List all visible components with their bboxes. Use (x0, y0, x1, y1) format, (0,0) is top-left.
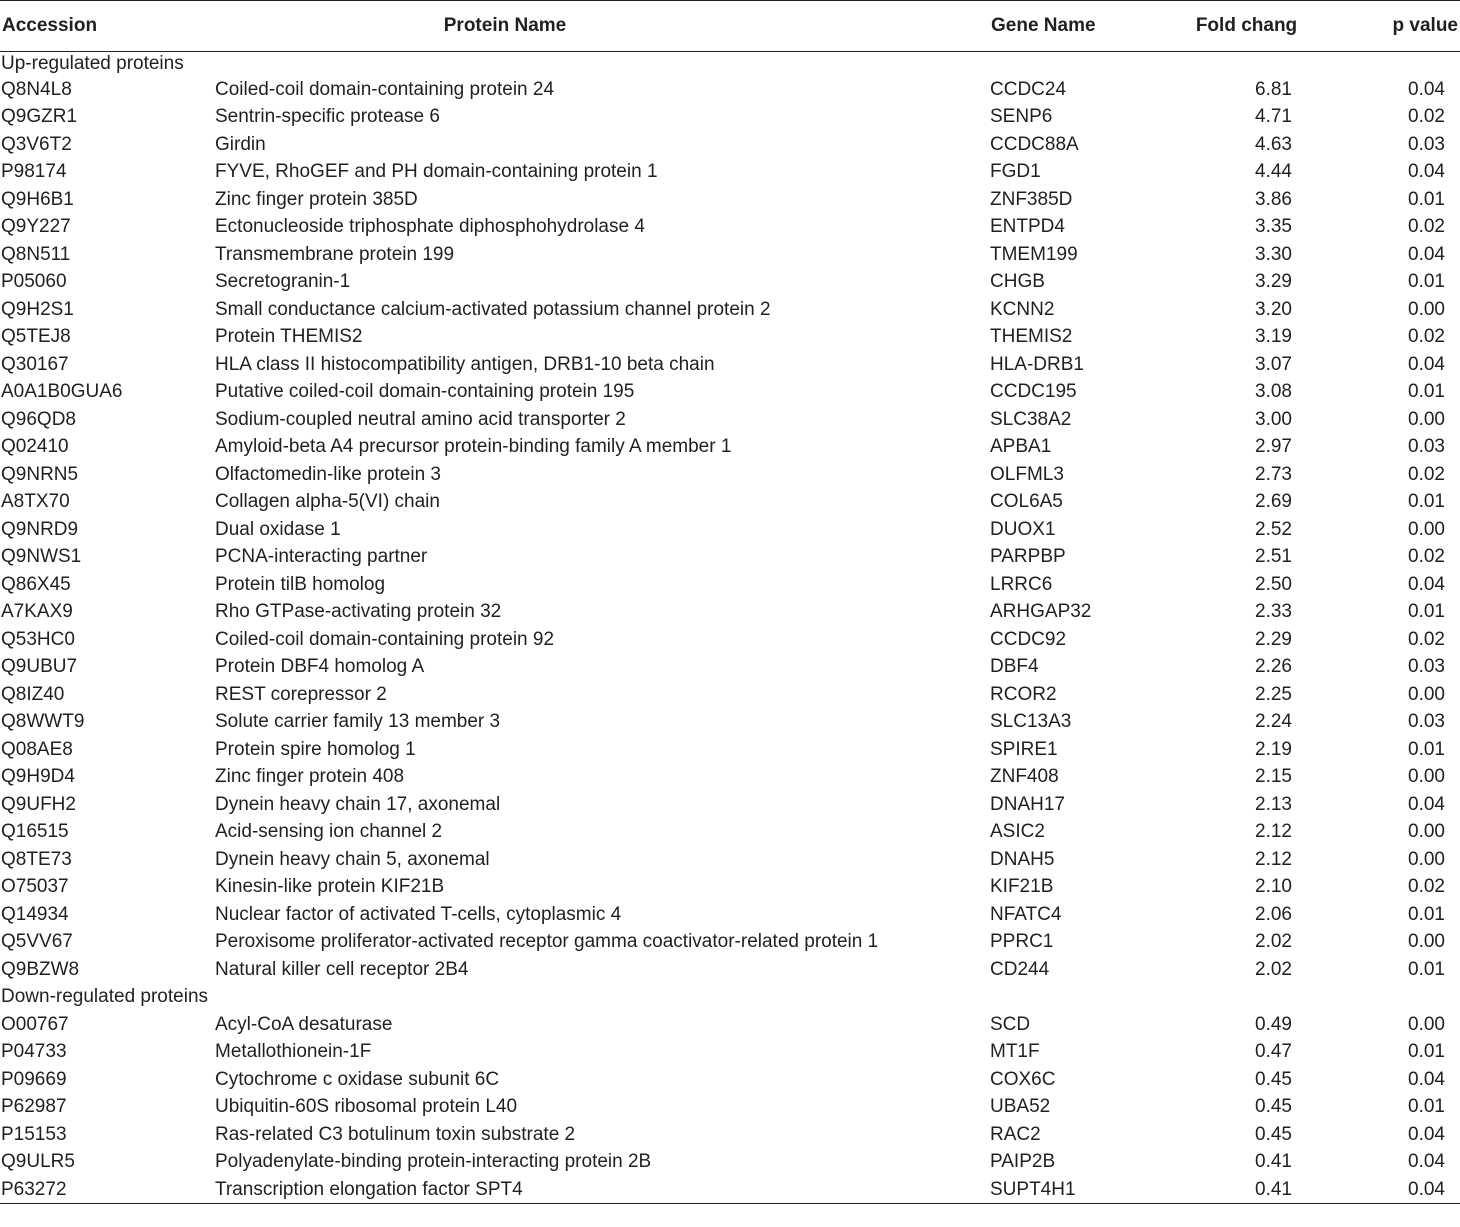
table-row (0, 681, 1460, 709)
protein-name-cell: HLA class II histocompatibility antigen, DRB1-10 beta chain (215, 353, 715, 375)
protein-name-cell: REST corepressor 2 (215, 683, 387, 705)
protein-name-cell: Amyloid-beta A4 precursor protein-binding family A member 1 (215, 436, 732, 458)
fold-change-cell: 2.10 (1255, 876, 1292, 898)
gene-name-cell: THEMIS2 (990, 326, 1073, 348)
gene-name-cell: SUPT4H1 (990, 1178, 1076, 1200)
gene-name-cell: DNAH5 (990, 848, 1055, 870)
accession-cell: Q16515 (1, 821, 69, 843)
table-row (0, 268, 1460, 296)
table-row (0, 873, 1460, 901)
table-row (0, 791, 1460, 819)
fold-change-cell: 2.52 (1255, 518, 1292, 540)
accession-cell: A7KAX9 (1, 601, 73, 623)
fold-change-cell: 3.20 (1255, 298, 1292, 320)
accession-cell: Q5TEJ8 (1, 326, 71, 348)
protein-name-cell: Olfactomedin-like protein 3 (215, 463, 441, 485)
p-value-cell: 0.04 (1408, 793, 1445, 815)
table-row (0, 901, 1460, 929)
gene-name-cell: SENP6 (990, 106, 1053, 128)
p-value-cell: 0.02 (1408, 546, 1445, 568)
p-value-cell: 0.04 (1408, 161, 1445, 183)
table-row (0, 1066, 1460, 1094)
protein-name-cell: Cytochrome c oxidase subunit 6C (215, 1068, 500, 1090)
protein-name-cell: Kinesin-like protein KIF21B (215, 876, 445, 898)
accession-cell: Q08AE8 (1, 738, 73, 760)
fold-change-cell: 2.06 (1255, 903, 1292, 925)
gene-name-cell: CCDC92 (990, 628, 1067, 650)
accession-cell: Q02410 (1, 436, 69, 458)
p-value-cell: 0.01 (1408, 1041, 1445, 1063)
table-row (0, 186, 1460, 214)
fold-change-cell: 4.71 (1255, 106, 1292, 128)
p-value-cell: 0.00 (1408, 848, 1445, 870)
table-row (0, 241, 1460, 269)
gene-name-cell: SPIRE1 (990, 738, 1058, 760)
gene-name-cell: SCD (990, 1013, 1031, 1035)
p-value-cell: 0.00 (1408, 931, 1445, 953)
p-value-cell: 0.04 (1408, 353, 1445, 375)
gene-name-cell: DUOX1 (990, 518, 1056, 540)
section-label: Down-regulated proteins (1, 986, 209, 1008)
protein-name-cell: Protein spire homolog 1 (215, 738, 416, 760)
p-value-cell: 0.00 (1408, 1013, 1445, 1035)
fold-change-cell: 2.69 (1255, 491, 1292, 513)
p-value-cell: 0.02 (1408, 876, 1445, 898)
p-value-cell: 0.01 (1408, 958, 1445, 980)
protein-name-cell: Sodium-coupled neutral amino acid transporter 2 (215, 408, 626, 430)
fold-change-cell: 2.97 (1255, 436, 1292, 458)
table-row (0, 1176, 1460, 1204)
accession-cell: Q8N4L8 (1, 78, 72, 100)
fold-change-cell: 0.45 (1255, 1096, 1292, 1118)
fold-change-cell: 2.24 (1255, 711, 1292, 733)
accession-cell: Q9NRD9 (1, 518, 79, 540)
protein-name-cell: FYVE, RhoGEF and PH domain-containing protein 1 (215, 161, 658, 183)
accession-cell: Q9BZW8 (1, 958, 80, 980)
table-row (0, 1121, 1460, 1149)
gene-name-cell: SLC13A3 (990, 711, 1072, 733)
gene-name-cell: ENTPD4 (990, 216, 1065, 238)
gene-name-cell: CHGB (990, 271, 1045, 293)
gene-name-cell: ASIC2 (990, 821, 1045, 843)
fold-change-cell: 2.33 (1255, 601, 1292, 623)
table-row (0, 296, 1460, 324)
fold-change-cell: 3.86 (1255, 188, 1292, 210)
accession-cell: Q86X45 (1, 573, 71, 595)
accession-cell: Q9Y227 (1, 216, 71, 238)
fold-change-cell: 2.51 (1255, 546, 1292, 568)
fold-change-cell: 2.19 (1255, 738, 1292, 760)
table-row (0, 323, 1460, 351)
table-row (0, 1093, 1460, 1121)
p-value-cell: 0.01 (1408, 903, 1445, 925)
table-row (0, 708, 1460, 736)
table-row (0, 1038, 1460, 1066)
p-value-cell: 0.01 (1408, 601, 1445, 623)
p-value-cell: 0.02 (1408, 106, 1445, 128)
p-value-cell: 0.00 (1408, 298, 1445, 320)
protein-name-cell: Transmembrane protein 199 (215, 243, 455, 265)
p-value-cell: 0.02 (1408, 326, 1445, 348)
section-row (0, 983, 1460, 1011)
gene-name-cell: PAIP2B (990, 1151, 1056, 1173)
fold-change-cell: 2.73 (1255, 463, 1292, 485)
fold-change-cell: 3.07 (1255, 353, 1292, 375)
protein-name-cell: PCNA-interacting partner (215, 546, 428, 568)
protein-name-cell: Coiled-coil domain-containing protein 92 (215, 628, 555, 650)
gene-name-cell: CCDC88A (990, 133, 1079, 155)
accession-cell: Q9UBU7 (1, 656, 78, 678)
fold-change-cell: 3.30 (1255, 243, 1292, 265)
accession-cell: P63272 (1, 1178, 67, 1200)
gene-name-cell: KCNN2 (990, 298, 1055, 320)
protein-name-cell: Protein tilB homolog (215, 573, 386, 595)
fold-change-cell: 3.00 (1255, 408, 1292, 430)
header-accession: Accession (2, 15, 98, 36)
fold-change-cell: 4.44 (1255, 161, 1292, 183)
protein-name-cell: Dual oxidase 1 (215, 518, 341, 540)
fold-change-cell: 2.29 (1255, 628, 1292, 650)
table-row (0, 543, 1460, 571)
p-value-cell: 0.00 (1408, 518, 1445, 540)
protein-name-cell: Putative coiled-coil domain-containing protein 195 (215, 381, 635, 403)
fold-change-cell: 0.41 (1255, 1178, 1292, 1200)
protein-name-cell: Coiled-coil domain-containing protein 24 (215, 78, 555, 100)
table-row (0, 378, 1460, 406)
fold-change-cell: 3.19 (1255, 326, 1292, 348)
protein-name-cell: Dynein heavy chain 17, axonemal (215, 793, 501, 815)
p-value-cell: 0.03 (1408, 711, 1445, 733)
protein-name-cell: Protein THEMIS2 (215, 326, 363, 348)
gene-name-cell: NFATC4 (990, 903, 1062, 925)
gene-name-cell: TMEM199 (990, 243, 1078, 265)
protein-name-cell: Small conductance calcium-activated potassium channel protein 2 (215, 298, 771, 320)
gene-name-cell: APBA1 (990, 436, 1052, 458)
p-value-cell: 0.01 (1408, 1096, 1445, 1118)
accession-cell: P98174 (1, 161, 67, 183)
fold-change-cell: 2.13 (1255, 793, 1292, 815)
fold-change-cell: 0.41 (1255, 1151, 1292, 1173)
p-value-cell: 0.03 (1408, 656, 1445, 678)
table-row (0, 158, 1460, 186)
accession-cell: Q96QD8 (1, 408, 76, 430)
table-row (0, 516, 1460, 544)
p-value-cell: 0.00 (1408, 766, 1445, 788)
accession-cell: Q9NRN5 (1, 463, 79, 485)
accession-cell: Q9H9D4 (1, 766, 75, 788)
p-value-cell: 0.03 (1408, 133, 1445, 155)
accession-cell: Q8IZ40 (1, 683, 65, 705)
gene-name-cell: DBF4 (990, 656, 1039, 678)
accession-cell: O00767 (1, 1013, 69, 1035)
gene-name-cell: OLFML3 (990, 463, 1064, 485)
p-value-cell: 0.01 (1408, 491, 1445, 513)
fold-change-cell: 2.02 (1255, 931, 1292, 953)
accession-cell: Q8TE73 (1, 848, 72, 870)
header-protein-name: Protein Name (443, 15, 567, 36)
gene-name-cell: COX6C (990, 1068, 1056, 1090)
accession-cell: Q8N511 (1, 243, 71, 265)
table-row (0, 736, 1460, 764)
p-value-cell: 0.02 (1408, 628, 1445, 650)
p-value-cell: 0.04 (1408, 1123, 1445, 1145)
section-row (0, 52, 1460, 76)
gene-name-cell: ZNF408 (990, 766, 1059, 788)
fold-change-cell: 0.49 (1255, 1013, 1292, 1035)
fold-change-cell: 0.45 (1255, 1123, 1292, 1145)
gene-name-cell: FGD1 (990, 161, 1041, 183)
gene-name-cell: MT1F (990, 1041, 1040, 1063)
p-value-cell: 0.00 (1408, 683, 1445, 705)
table-row (0, 956, 1460, 984)
fold-change-cell: 2.25 (1255, 683, 1292, 705)
protein-name-cell: Rho GTPase-activating protein 32 (215, 601, 502, 623)
gene-name-cell: KIF21B (990, 876, 1054, 898)
p-value-cell: 0.02 (1408, 216, 1445, 238)
gene-name-cell: SLC38A2 (990, 408, 1072, 430)
p-value-cell: 0.03 (1408, 436, 1445, 458)
header-p-value: p value (1392, 15, 1458, 36)
gene-name-cell: RCOR2 (990, 683, 1057, 705)
accession-cell: O75037 (1, 876, 69, 898)
accession-cell: A0A1B0GUA6 (1, 381, 123, 403)
fold-change-cell: 2.12 (1255, 821, 1292, 843)
accession-cell: Q9H6B1 (1, 188, 74, 210)
p-value-cell: 0.01 (1408, 381, 1445, 403)
fold-change-cell: 2.15 (1255, 766, 1292, 788)
fold-change-cell: 2.12 (1255, 848, 1292, 870)
accession-cell: Q9H2S1 (1, 298, 74, 320)
accession-cell: Q53HC0 (1, 628, 75, 650)
p-value-cell: 0.04 (1408, 1151, 1445, 1173)
table-row (0, 846, 1460, 874)
protein-name-cell: Solute carrier family 13 member 3 (215, 711, 501, 733)
gene-name-cell: CCDC195 (990, 381, 1077, 403)
fold-change-cell: 3.29 (1255, 271, 1292, 293)
accession-cell: Q8WWT9 (1, 711, 85, 733)
gene-name-cell: UBA52 (990, 1096, 1051, 1118)
table-row (0, 351, 1460, 379)
protein-name-cell: Zinc finger protein 385D (215, 188, 418, 210)
protein-name-cell: Nuclear factor of activated T-cells, cytoplasmic 4 (215, 903, 622, 925)
p-value-cell: 0.04 (1408, 78, 1445, 100)
fold-change-cell: 2.26 (1255, 656, 1292, 678)
table-row (0, 571, 1460, 599)
fold-change-cell: 0.45 (1255, 1068, 1292, 1090)
table-row (0, 1011, 1460, 1039)
p-value-cell: 0.01 (1408, 188, 1445, 210)
protein-name-cell: Protein DBF4 homolog A (215, 656, 425, 678)
table-row (0, 131, 1460, 159)
protein-name-cell: Sentrin-specific protease 6 (215, 106, 440, 128)
protein-name-cell: Acyl-CoA desaturase (215, 1013, 393, 1035)
protein-name-cell: Girdin (215, 133, 266, 155)
accession-cell: Q30167 (1, 353, 69, 375)
p-value-cell: 0.00 (1408, 408, 1445, 430)
table-row (0, 653, 1460, 681)
table-row (0, 1148, 1460, 1176)
protein-name-cell: Metallothionein-1F (215, 1041, 372, 1063)
accession-cell: P04733 (1, 1041, 67, 1063)
protein-name-cell: Dynein heavy chain 5, axonemal (215, 848, 490, 870)
accession-cell: Q5VV67 (1, 931, 73, 953)
p-value-cell: 0.01 (1408, 738, 1445, 760)
protein-name-cell: Ras-related C3 botulinum toxin substrate 2 (215, 1123, 576, 1145)
table-row (0, 76, 1460, 104)
fold-change-cell: 4.63 (1255, 133, 1292, 155)
fold-change-cell: 2.02 (1255, 958, 1292, 980)
protein-name-cell: Polyadenylate-binding protein-interacting protein 2B (215, 1151, 652, 1173)
gene-name-cell: ARHGAP32 (990, 601, 1092, 623)
section-label: Up-regulated proteins (1, 53, 184, 75)
protein-name-cell: Natural killer cell receptor 2B4 (215, 958, 469, 980)
table-row (0, 433, 1460, 461)
table-row (0, 598, 1460, 626)
gene-name-cell: PPRC1 (990, 931, 1054, 953)
table-row (0, 406, 1460, 434)
accession-cell: Q9GZR1 (1, 106, 78, 128)
fold-change-cell: 3.35 (1255, 216, 1292, 238)
protein-name-cell: Transcription elongation factor SPT4 (215, 1178, 523, 1200)
accession-cell: Q9UFH2 (1, 793, 76, 815)
table-row (0, 488, 1460, 516)
p-value-cell: 0.02 (1408, 463, 1445, 485)
protein-name-cell: Zinc finger protein 408 (215, 766, 405, 788)
p-value-cell: 0.04 (1408, 573, 1445, 595)
table-row (0, 763, 1460, 791)
accession-cell: Q9ULR5 (1, 1151, 75, 1173)
table-row (0, 626, 1460, 654)
gene-name-cell: CD244 (990, 958, 1050, 980)
gene-name-cell: RAC2 (990, 1123, 1041, 1145)
accession-cell: Q9NWS1 (1, 546, 82, 568)
gene-name-cell: LRRC6 (990, 573, 1053, 595)
table-body (0, 52, 1460, 1204)
protein-name-cell: Ubiquitin-60S ribosomal protein L40 (215, 1096, 518, 1118)
gene-name-cell: CCDC24 (990, 78, 1067, 100)
accession-cell: P09669 (1, 1068, 67, 1090)
protein-name-cell: Secretogranin-1 (215, 271, 351, 293)
accession-cell: Q3V6T2 (1, 133, 72, 155)
accession-cell: P15153 (1, 1123, 67, 1145)
table-header (0, 1, 1460, 52)
p-value-cell: 0.04 (1408, 1068, 1445, 1090)
protein-name-cell: Ectonucleoside triphosphate diphosphohydrolase 4 (215, 216, 645, 238)
accession-cell: P62987 (1, 1096, 67, 1118)
table-row (0, 213, 1460, 241)
fold-change-cell: 0.47 (1255, 1041, 1292, 1063)
protein-name-cell: Collagen alpha-5(VI) chain (215, 491, 440, 513)
table-row (0, 103, 1460, 131)
gene-name-cell: ZNF385D (990, 188, 1073, 210)
gene-name-cell: DNAH17 (990, 793, 1065, 815)
fold-change-cell: 3.08 (1255, 381, 1292, 403)
header-gene-name: Gene Name (991, 15, 1096, 36)
fold-change-cell: 2.50 (1255, 573, 1292, 595)
accession-cell: P05060 (1, 271, 67, 293)
accession-cell: Q14934 (1, 903, 69, 925)
header-row (0, 1, 1460, 52)
accession-cell: A8TX70 (1, 491, 70, 513)
table-row (0, 818, 1460, 846)
p-value-cell: 0.04 (1408, 243, 1445, 265)
gene-name-cell: PARPBP (990, 546, 1066, 568)
p-value-cell: 0.00 (1408, 821, 1445, 843)
protein-name-cell: Acid-sensing ion channel 2 (215, 821, 443, 843)
table-row (0, 928, 1460, 956)
table-row (0, 461, 1460, 489)
p-value-cell: 0.04 (1408, 1178, 1445, 1200)
p-value-cell: 0.01 (1408, 271, 1445, 293)
protein-name-cell: Peroxisome proliferator-activated receptor gamma coactivator-related protein 1 (215, 931, 879, 953)
fold-change-cell: 6.81 (1255, 78, 1292, 100)
gene-name-cell: COL6A5 (990, 491, 1063, 513)
header-fold-change: Fold chang (1195, 15, 1298, 36)
gene-name-cell: HLA-DRB1 (990, 353, 1084, 375)
